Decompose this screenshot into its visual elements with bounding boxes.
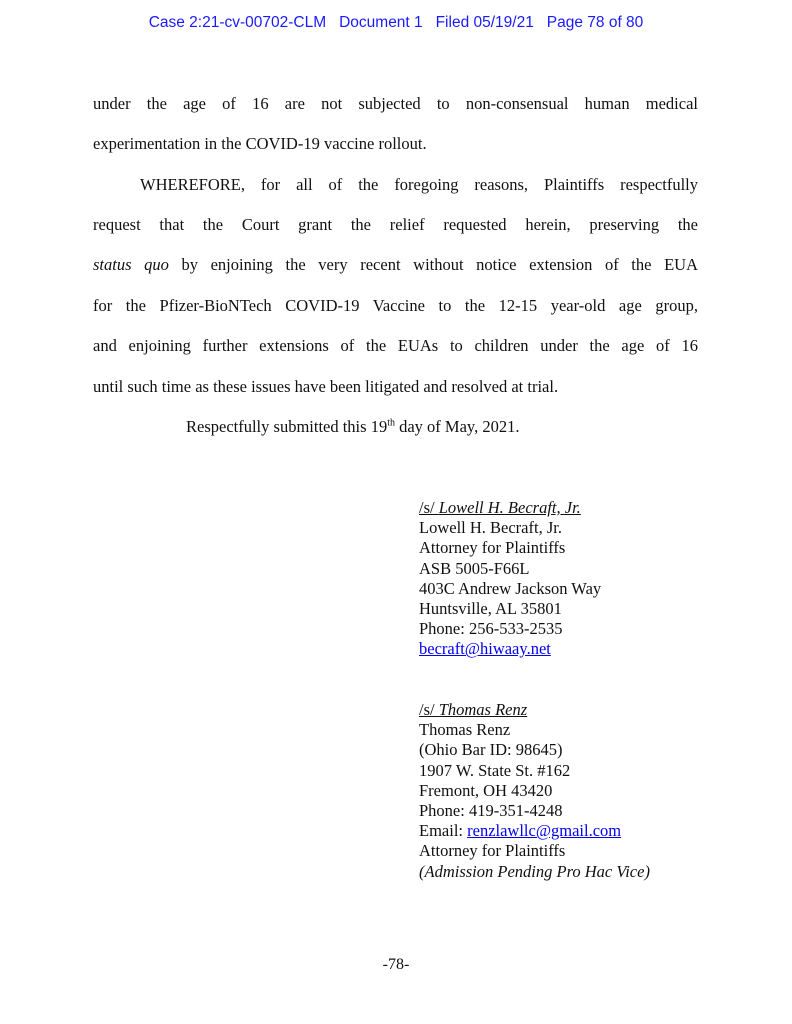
email-label: Email: xyxy=(419,821,468,841)
case-number: Case 2:21-cv-00702-CLM xyxy=(148,14,327,31)
attorney-asb: ASB 5005-F66L xyxy=(419,558,530,578)
address-line-2: Fremont, OH 43420 xyxy=(419,780,553,800)
body-line-7: and enjoining further extensions of the EUAs to children under the age of 16 xyxy=(93,336,698,355)
body-line-5 xyxy=(93,255,698,275)
address-line-1: 1907 W. State St. #162 xyxy=(419,760,571,780)
signature-line xyxy=(419,498,601,518)
submitted-post: day of May, 2021. xyxy=(394,417,520,436)
submitted-pre: Respectfully submitted this 19 xyxy=(186,417,388,436)
address-line-2: Huntsville, AL 35801 xyxy=(419,599,562,619)
signature-block-becraft xyxy=(419,498,601,660)
body-line-5-rest: by enjoining the very recent without notice extension of the EUA xyxy=(168,255,698,274)
signature-block-renz xyxy=(419,700,650,882)
body-line-4: request that the Court grant the relief requested herein, preserving the xyxy=(93,215,698,234)
submitted-line xyxy=(186,417,791,437)
bar-id: (Ohio Bar ID: 98645) xyxy=(419,740,563,760)
attorney-role: Attorney for Plaintiffs xyxy=(419,841,566,861)
phone: Phone: 256-533-2535 xyxy=(419,619,563,639)
page-indicator: Page 78 of 80 xyxy=(546,14,644,31)
filed-date: Filed 05/19/21 xyxy=(435,14,534,31)
body-line-1: under the age of 16 are not subjected to non-consensual human medical xyxy=(93,94,698,113)
attorney-role: Attorney for Plaintiffs xyxy=(419,538,566,558)
body-line-2: experimentation in the COVID-19 vaccine rollout. xyxy=(93,134,427,153)
attorney-name: Thomas Renz xyxy=(419,720,511,740)
case-header xyxy=(0,14,792,32)
phone: Phone: 419-351-4248 xyxy=(419,801,563,821)
signature-prefix: /s/ xyxy=(419,498,439,517)
email-link[interactable]: renzlawllc@gmail.com xyxy=(467,821,622,841)
admission-note: (Admission Pending Pro Hac Vice) xyxy=(419,861,650,881)
body-line-8: until such time as these issues have been litigated and resolved at trial. xyxy=(93,377,559,396)
address-line-1: 403C Andrew Jackson Way xyxy=(419,578,602,598)
signature-name: Thomas Renz xyxy=(438,700,528,719)
signature-prefix: /s/ xyxy=(419,700,439,719)
email-link[interactable]: becraft@hiwaay.net xyxy=(419,639,551,659)
body-line-3: WHEREFORE, for all of the foregoing reasons, Plaintiffs respectfully xyxy=(140,175,698,194)
page-number: -78- xyxy=(382,956,410,973)
signature-name: Lowell H. Becraft, Jr. xyxy=(438,498,581,517)
email-line xyxy=(419,821,650,841)
status-quo-italic: status quo xyxy=(93,255,169,274)
signature-line xyxy=(419,700,650,720)
submitted-sup: th xyxy=(387,417,395,429)
attorney-name: Lowell H. Becraft, Jr. xyxy=(419,518,562,538)
body-line-6: for the Pfizer-BioNTech COVID-19 Vaccine to the 12-15 year-old age group, xyxy=(93,296,698,315)
document-number: Document 1 xyxy=(339,14,423,31)
